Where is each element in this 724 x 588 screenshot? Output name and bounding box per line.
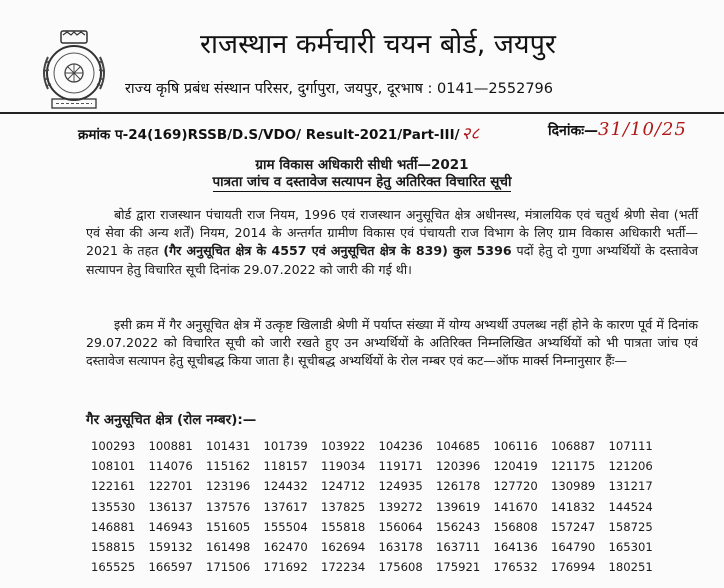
roll-number: 118157 bbox=[263, 459, 308, 474]
roll-number: 161498 bbox=[206, 540, 251, 555]
roll-number: 156064 bbox=[378, 519, 423, 534]
board-title: राजस्थान कर्मचारी चयन बोर्ड, जयपुर bbox=[200, 29, 556, 60]
roll-number: 175608 bbox=[378, 560, 423, 575]
roll-number: 115162 bbox=[206, 459, 251, 474]
roll-number: 103922 bbox=[321, 439, 366, 454]
intro-paragraph bbox=[86, 206, 698, 279]
roll-number: 135530 bbox=[91, 499, 136, 514]
roll-number: 104236 bbox=[378, 439, 423, 454]
header-divider bbox=[0, 112, 724, 114]
table-row bbox=[91, 436, 666, 456]
roll-number: 159132 bbox=[148, 540, 193, 555]
roll-number: 124432 bbox=[263, 479, 308, 494]
roll-number: 122161 bbox=[91, 479, 136, 494]
roll-number: 100293 bbox=[91, 439, 136, 454]
section-heading: गैर अनुसूचित क्षेत्र (रोल नम्बर):— bbox=[86, 412, 257, 428]
roll-number: 100881 bbox=[148, 439, 193, 454]
table-row bbox=[91, 557, 666, 577]
roll-number: 156243 bbox=[436, 519, 481, 534]
roll-number: 121175 bbox=[551, 459, 596, 474]
roll-number: 171692 bbox=[263, 560, 308, 575]
roll-number: 146881 bbox=[91, 519, 136, 534]
roll-number: 172234 bbox=[321, 560, 366, 575]
roll-number: 176532 bbox=[493, 560, 538, 575]
intro-text-bold: (गैर अनुसूचित क्षेत्र के 4557 एवं अनुसूचित क्षेत्र के 839) कुल 5396 bbox=[163, 243, 512, 259]
roll-number: 101431 bbox=[206, 439, 251, 454]
roll-number: 139619 bbox=[436, 499, 481, 514]
roll-number: 127720 bbox=[493, 479, 538, 494]
roll-number: 137617 bbox=[263, 499, 308, 514]
roll-number: 120396 bbox=[436, 459, 481, 474]
roll-number: 166597 bbox=[148, 560, 193, 575]
roll-number: 107111 bbox=[608, 439, 653, 454]
emblem-icon bbox=[36, 27, 112, 113]
roll-number: 163711 bbox=[436, 540, 481, 555]
rssb-logo-emblem bbox=[36, 27, 112, 113]
roll-number: 108101 bbox=[91, 459, 136, 474]
roll-number: 175921 bbox=[436, 560, 481, 575]
roll-number: 158815 bbox=[91, 540, 136, 555]
list-title bbox=[0, 172, 724, 190]
table-row bbox=[91, 456, 666, 476]
roll-number: 141832 bbox=[551, 499, 596, 514]
roll-number: 163178 bbox=[378, 540, 423, 555]
issue-date bbox=[548, 119, 687, 140]
date-handwritten: 31/10/25 bbox=[598, 119, 687, 140]
roll-number: 155818 bbox=[321, 519, 366, 534]
roll-number: 123196 bbox=[206, 479, 251, 494]
roll-number: 114076 bbox=[148, 459, 193, 474]
roll-number: 171506 bbox=[206, 560, 251, 575]
roll-number: 141670 bbox=[493, 499, 538, 514]
roll-number: 122701 bbox=[148, 479, 193, 494]
roll-number: 126178 bbox=[436, 479, 481, 494]
roll-number: 164790 bbox=[551, 540, 596, 555]
intro-text-b: पदों हेतु दो गुणा अभ्यर्थियों के दस्तावेज सत्यापन हेतु विचारित सूची दिनांक 29.07.2022 को जारी की गई थी। bbox=[86, 243, 698, 277]
roll-number: 144524 bbox=[608, 499, 653, 514]
intro-text-a: बोर्ड द्वारा राजस्थान पंचायती राज नियम, 1996 एवं राजस्थान अनुसूचित क्षेत्र अधीनस्थ, मंत्रालयिक एवं चतुर्थ श्रेणी सेवा (भर्ती एवं सेवा की अन्य शर्तें) नियम, 2014 के अन्तर्गत ग्रामीण विकास एवं पंचायती राज विभाग के लिए ग्राम विकास अधिकारी भर्ती—2021 के तहत bbox=[86, 207, 698, 259]
table-row bbox=[91, 517, 666, 537]
recruitment-title: ग्राम विकास अधिकारी सीधी भर्ती—2021 bbox=[255, 157, 469, 173]
date-label: दिनांकः— bbox=[548, 123, 599, 139]
roll-number: 121206 bbox=[608, 459, 653, 474]
roll-number: 124935 bbox=[378, 479, 423, 494]
roll-number: 180251 bbox=[608, 560, 653, 575]
roll-number: 176994 bbox=[551, 560, 596, 575]
reference-number bbox=[78, 121, 479, 144]
roll-number: 155504 bbox=[263, 519, 308, 534]
roll-number: 136137 bbox=[148, 499, 193, 514]
roll-number: 157247 bbox=[551, 519, 596, 534]
roll-number: 162694 bbox=[321, 540, 366, 555]
roll-number: 139272 bbox=[378, 499, 423, 514]
roll-number: 137825 bbox=[321, 499, 366, 514]
roll-number: 130989 bbox=[551, 479, 596, 494]
roll-number: 146943 bbox=[148, 519, 193, 534]
roll-number: 151605 bbox=[206, 519, 251, 534]
roll-number: 131217 bbox=[608, 479, 653, 494]
roll-number: 137576 bbox=[206, 499, 251, 514]
board-address: राज्य कृषि प्रबंध संस्थान परिसर, दुर्गापुरा, जयपुर, दूरभाष : 0141—2552796 bbox=[125, 81, 553, 97]
table-row bbox=[91, 476, 666, 496]
roll-number: 156808 bbox=[493, 519, 538, 534]
roll-number: 165301 bbox=[608, 540, 653, 555]
table-row bbox=[91, 497, 666, 517]
roll-number: 119171 bbox=[378, 459, 423, 474]
roll-number: 158725 bbox=[608, 519, 653, 534]
roll-number: 165525 bbox=[91, 560, 136, 575]
roll-number: 101739 bbox=[263, 439, 308, 454]
reference-number-handwritten: २८ bbox=[461, 124, 480, 144]
roll-number: 106887 bbox=[551, 439, 596, 454]
table-row bbox=[91, 537, 666, 557]
roll-number: 106116 bbox=[493, 439, 538, 454]
roll-number: 164136 bbox=[493, 540, 538, 555]
roll-number: 162470 bbox=[263, 540, 308, 555]
roll-number: 124712 bbox=[321, 479, 366, 494]
roll-number: 104685 bbox=[436, 439, 481, 454]
roll-number-table bbox=[91, 436, 666, 577]
reference-number-text: क्रमांक प-24(169)RSSB/D.S/VDO/ Result-2021/Part-III/ bbox=[78, 127, 460, 143]
list-title-text: पात्रता जांच व दस्तावेज सत्यापन हेतु अतिरिक्त विचारित सूची bbox=[212, 174, 512, 190]
roll-number: 120419 bbox=[493, 459, 538, 474]
notice-paragraph: इसी क्रम में गैर अनुसूचित क्षेत्र में उत्कृष्ट खिलाडी श्रेणी में पर्याप्त संख्या में योग्य अभ्यर्थी उपलब्ध नहीं होने के कारण पूर्व में दिनांक 29.07.2022 को विचारित सूची को जारी रखते हुए उन अभ्यर्थियों के अतिरिक्त निम्नलिखित अभ्यर्थियों को भी पात्रता जांच एवं दस्तावेज सत्यापन हेतु सूचीबद्ध किया जाता है। सूचीबद्ध अभ्यर्थियों के रोल नम्बर एवं कट—ऑफ मार्क्स निम्नानुसार हैंः— bbox=[86, 317, 698, 369]
roll-number: 119034 bbox=[321, 459, 366, 474]
